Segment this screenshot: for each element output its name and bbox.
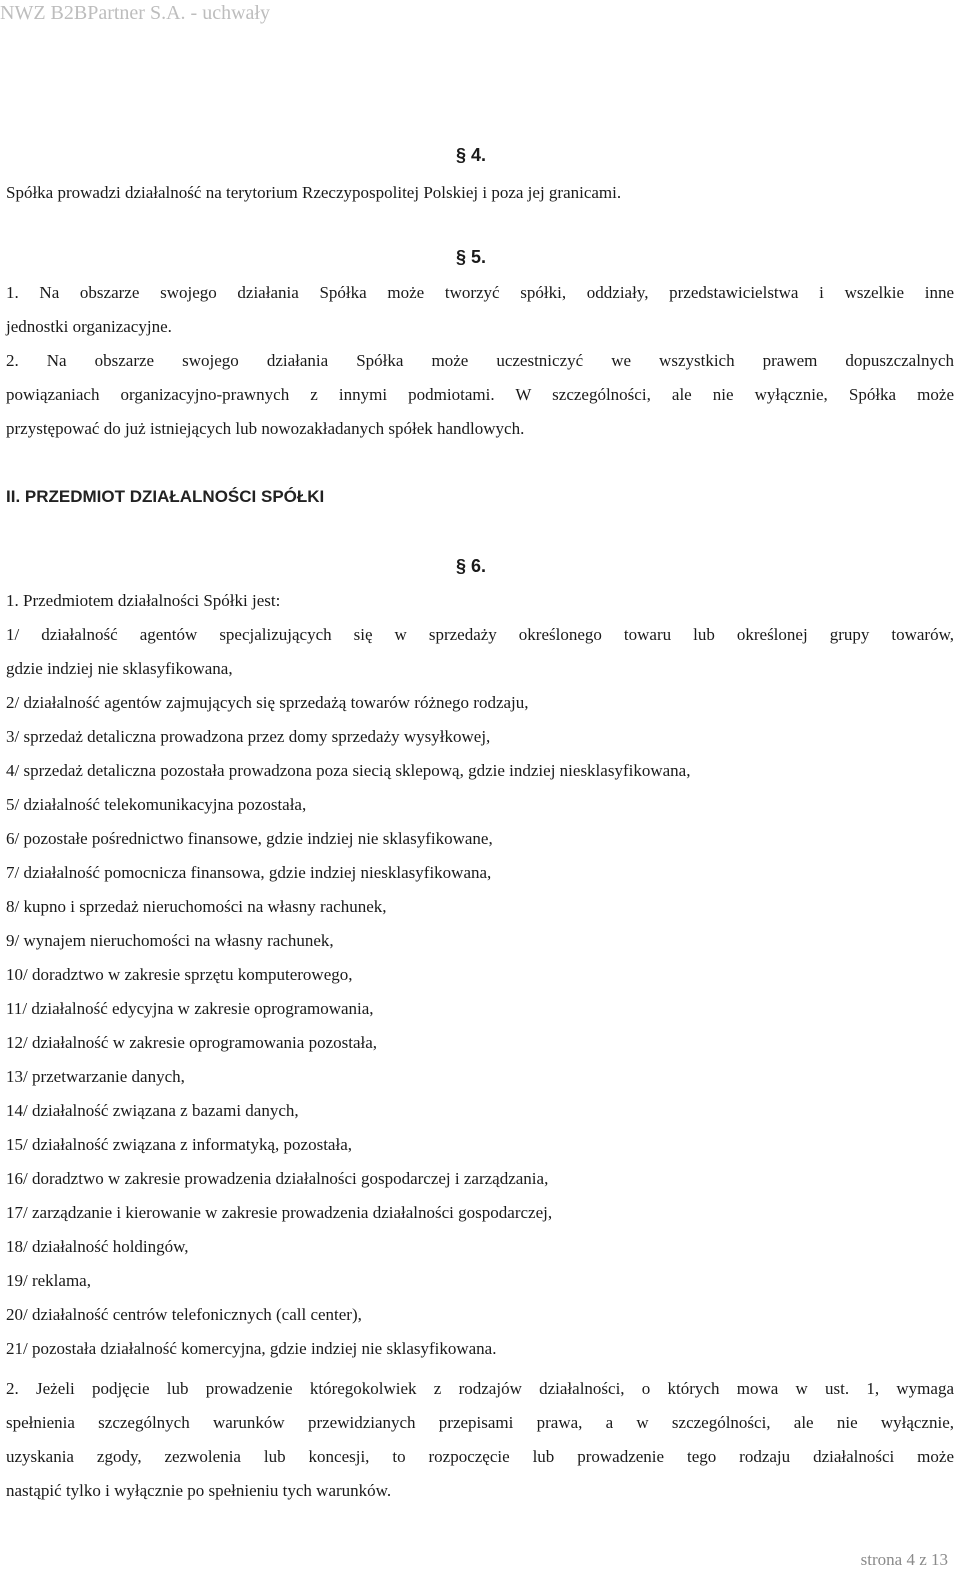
activity-list-item: 6/ pozostałe pośrednictwo finansowe, gdzie indziej nie sklasyfikowane, [6,829,493,848]
activity-list-item: 21/ pozostała działalność komercyjna, gdzie indziej nie sklasyfikowana. [6,1339,497,1358]
section-4-paragraph: Spółka prowadzi działalność na terytorium Rzeczypospolitej Polskiej i poza jej granicami. [6,183,622,202]
activity-list-item: 15/ działalność związana z informatyką, pozostała, [6,1135,352,1154]
activity-list-item: 3/ sprzedaż detaliczna prowadzona przez domy sprzedaży wysyłkowej, [6,727,491,746]
section-5-point-1-line-1: 1. Na obszarze swojego działania Spółka może tworzyć spółki, oddziały, przedstawicielstwa i wszelkie inne [6,283,954,302]
section-5-marker: § 5. [456,247,487,267]
activity-list-item: 2/ działalność agentów zajmujących się sprzedażą towarów różnego rodzaju, [6,693,529,712]
section-6-marker: § 6. [456,556,487,576]
section-6-point-2-line-2: spełnienia szczególnych warunków przewidzianych przepisami prawa, a w szczególności, ale nie wyłącznie, [6,1413,954,1432]
activity-list-item: 1/ działalność agentów specjalizujących się w sprzedaży określonego towaru lub określonej grupy towarów, [6,625,954,644]
activity-list-item: 19/ reklama, [6,1271,91,1290]
section-5-point-2-line-1: 2. Na obszarze swojego działania Spółka może uczestniczyć we wszystkich prawem dopuszczalnych [6,351,954,370]
section-4-marker: § 4. [456,145,487,165]
section-6-point-2-line-3: uzyskania zgody, zezwolenia lub koncesji, to rozpoczęcie lub prowadzenie tego rodzaju działalności może [6,1447,954,1466]
activity-list-item: 8/ kupno i sprzedaż nieruchomości na własny rachunek, [6,897,387,916]
activity-list-item: 9/ wynajem nieruchomości na własny rachunek, [6,931,334,950]
activity-list-item: 17/ zarządzanie i kierowanie w zakresie prowadzenia działalności gospodarczej, [6,1203,553,1222]
activity-list-item: 20/ działalność centrów telefonicznych (call center), [6,1305,362,1324]
section-6-intro: 1. Przedmiotem działalności Spółki jest: [6,591,281,610]
activity-list-item: gdzie indziej nie sklasyfikowana, [6,659,233,678]
section-5-point-2-line-3: przystępować do już istniejących lub nowozakładanych spółek handlowych. [6,419,525,438]
activity-list-item: 11/ działalność edycyjna w zakresie oprogramowania, [6,999,374,1018]
activity-list-item: 5/ działalność telekomunikacyjna pozostała, [6,795,307,814]
section-5-point-2-line-2: powiązaniach organizacyjno-prawnych z innymi podmiotami. W szczególności, ale nie wyłącznie, Spółka może [6,385,954,404]
activity-list-item: 10/ doradztwo w zakresie sprzętu komputerowego, [6,965,353,984]
activity-list-item: 16/ doradztwo w zakresie prowadzenia działalności gospodarczej i zarządzania, [6,1169,549,1188]
activity-list-item: 7/ działalność pomocnicza finansowa, gdzie indziej niesklasyfikowana, [6,863,492,882]
page-number: strona 4 z 13 [860,1550,948,1569]
section-5-point-1-line-2: jednostki organizacyjne. [6,317,172,336]
activity-list-item: 4/ sprzedaż detaliczna pozostała prowadzona poza siecią sklepową, gdzie indziej niesklasyfikowana, [6,761,691,780]
chapter-heading: II. PRZEDMIOT DZIAŁALNOŚCI SPÓŁKI [6,487,325,506]
activity-list-item: 18/ działalność holdingów, [6,1237,189,1256]
activity-list-item: 14/ działalność związana z bazami danych, [6,1101,299,1120]
section-6-point-2-line-1: 2. Jeżeli podjęcie lub prowadzenie któregokolwiek z rodzajów działalności, o których mowa w ust. 1, wymaga [6,1379,954,1398]
activity-list-item: 13/ przetwarzanie danych, [6,1067,185,1086]
document-header-title: NWZ B2BPartner S.A. - uchwały [0,2,270,24]
activity-list-item: 12/ działalność w zakresie oprogramowania pozostała, [6,1033,378,1052]
section-6-point-2-line-4: nastąpić tylko i wyłącznie po spełnieniu tych warunków. [6,1481,392,1500]
